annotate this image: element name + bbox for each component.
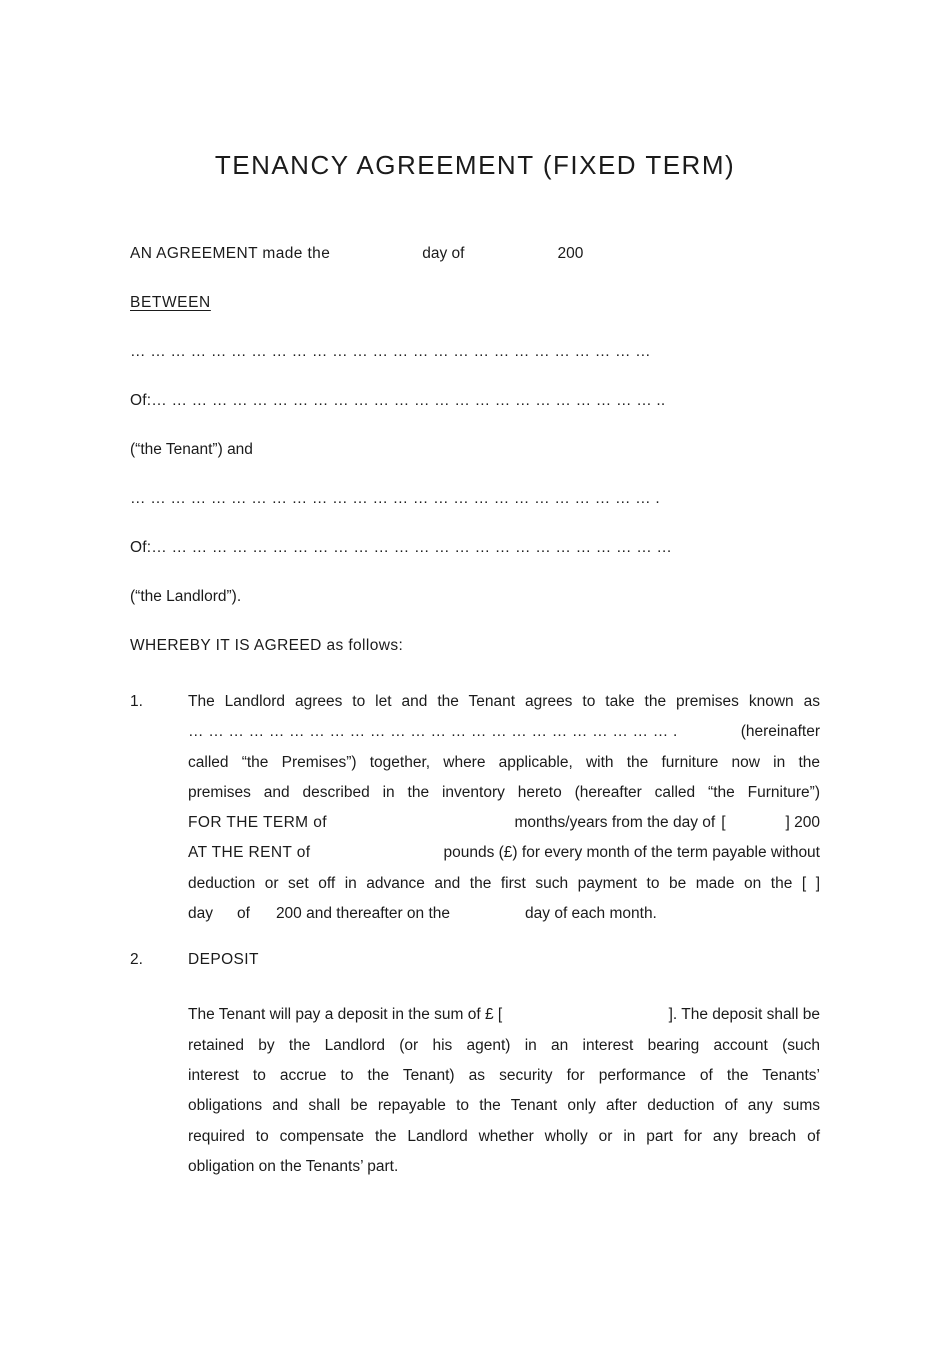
month-blank-space: [464, 257, 557, 258]
clause-1-line-3: called “the Premises”) together, where applicable, with the furniture now in the: [188, 753, 820, 771]
between-label: BETWEEN: [130, 294, 211, 311]
clause-1-number: 1.: [130, 693, 143, 710]
clause-2-line-4: obligations and shall be repayable to the Tenant only after deduction of any sums: [188, 1097, 820, 1115]
clause-2-line-5: required to compensate the Landlord whether wholly or in part for any breach of: [188, 1127, 820, 1145]
months-years-text: months/years from the day of: [514, 814, 716, 832]
clause-1-line-2-tail: (hereinafter: [740, 723, 820, 741]
clause-2-body-row: [130, 1000, 820, 1182]
deposit-sum-lead: The Tenant will pay a deposit in the sum of £ [: [188, 1006, 503, 1024]
clause-2-body: [188, 1000, 820, 1182]
clause-1-line-5: [188, 808, 820, 838]
clause-2-indent: [130, 1000, 188, 1182]
day-bracket-blank: [726, 826, 786, 827]
agreement-made-part1: AN AGREEMENT made the: [130, 245, 331, 262]
payment-day-word: day: [188, 905, 213, 923]
recurring-day-blank: [450, 917, 525, 918]
clause-1-body: [188, 687, 820, 929]
clause-2-number: 2.: [130, 951, 143, 969]
clause-1-line-7: deduction or set off in advance and the first such payment to be made on the [ ]: [188, 874, 820, 892]
day-blank-space: [330, 257, 422, 258]
for-the-term-label: FOR THE TERM of: [188, 814, 327, 832]
clause-2-line-2: retained by the Landlord (or his agent) in an interest bearing account (such: [188, 1036, 820, 1054]
tenant-name-dotted-line: … … … … … … … … … … … … … … … … … … … … … … … … … …: [130, 343, 651, 360]
day-gap: [213, 917, 237, 918]
clause-1-line-6: [188, 838, 820, 868]
payment-of-word: of: [237, 905, 250, 923]
day-bracket-open: [: [721, 814, 726, 832]
day-bracket-close: ] 200: [785, 814, 820, 832]
clause-2-line-1: [188, 1000, 820, 1030]
between-heading: [130, 293, 820, 312]
clause-1-line-1: The Landlord agrees to let and the Tenant agrees to take the premises known as: [188, 693, 820, 710]
clause-1-line-4: premises and described in the inventory hereto (hereafter called “the Furniture”): [188, 783, 820, 801]
term-length-segment: [514, 808, 820, 838]
whereby-agreed-line: WHEREBY IT IS AGREED as follows:: [130, 637, 404, 654]
clause-2-line-3: interest to accrue to the Tenant) as security for performance of the Tenants’: [188, 1066, 820, 1084]
tenant-designation-line: (“the Tenant”) and: [130, 441, 253, 458]
clause-2-heading: DEPOSIT: [188, 951, 259, 969]
landlord-name-dotted-line: … … … … … … … … … … … … … … … … … … … … … … … … … … .: [130, 490, 660, 507]
clause-1: [130, 687, 820, 929]
deposit-sum-tail: ]. The deposit shall be: [668, 1006, 820, 1024]
of-gap: [250, 917, 276, 918]
premises-dotted-blank: … … … … … … … … … … … … … … … … … … … … … … … … .: [188, 723, 678, 741]
clause-1-line-8: [188, 899, 820, 929]
rent-terms-text: pounds (£) for every month of the term payable without: [443, 844, 820, 862]
landlord-address-dotted-line: Of:… … … … … … … … … … … … … … … … … … … … … … … … … …: [130, 539, 673, 556]
clause-1-line-2: [188, 717, 820, 747]
payment-month-text: day of each month.: [525, 905, 657, 923]
at-the-rent-label: AT THE RENT of: [188, 844, 311, 862]
agreement-made-line: [130, 244, 820, 263]
clause-2-heading-row: [130, 950, 820, 969]
clause-2-line-6: obligation on the Tenants’ part.: [188, 1157, 399, 1175]
document-title: TENANCY AGREEMENT (FIXED TERM): [214, 150, 736, 180]
landlord-designation-line: (“the Landlord”).: [130, 588, 242, 605]
payment-thereafter-text: 200 and thereafter on the: [275, 905, 451, 923]
agreement-made-part3: 200: [557, 245, 584, 262]
agreement-made-part2: day of: [422, 245, 465, 262]
tenant-address-dotted-line: Of:… … … … … … … … … … … … … … … … … … … … … … … … … ..: [130, 392, 666, 409]
